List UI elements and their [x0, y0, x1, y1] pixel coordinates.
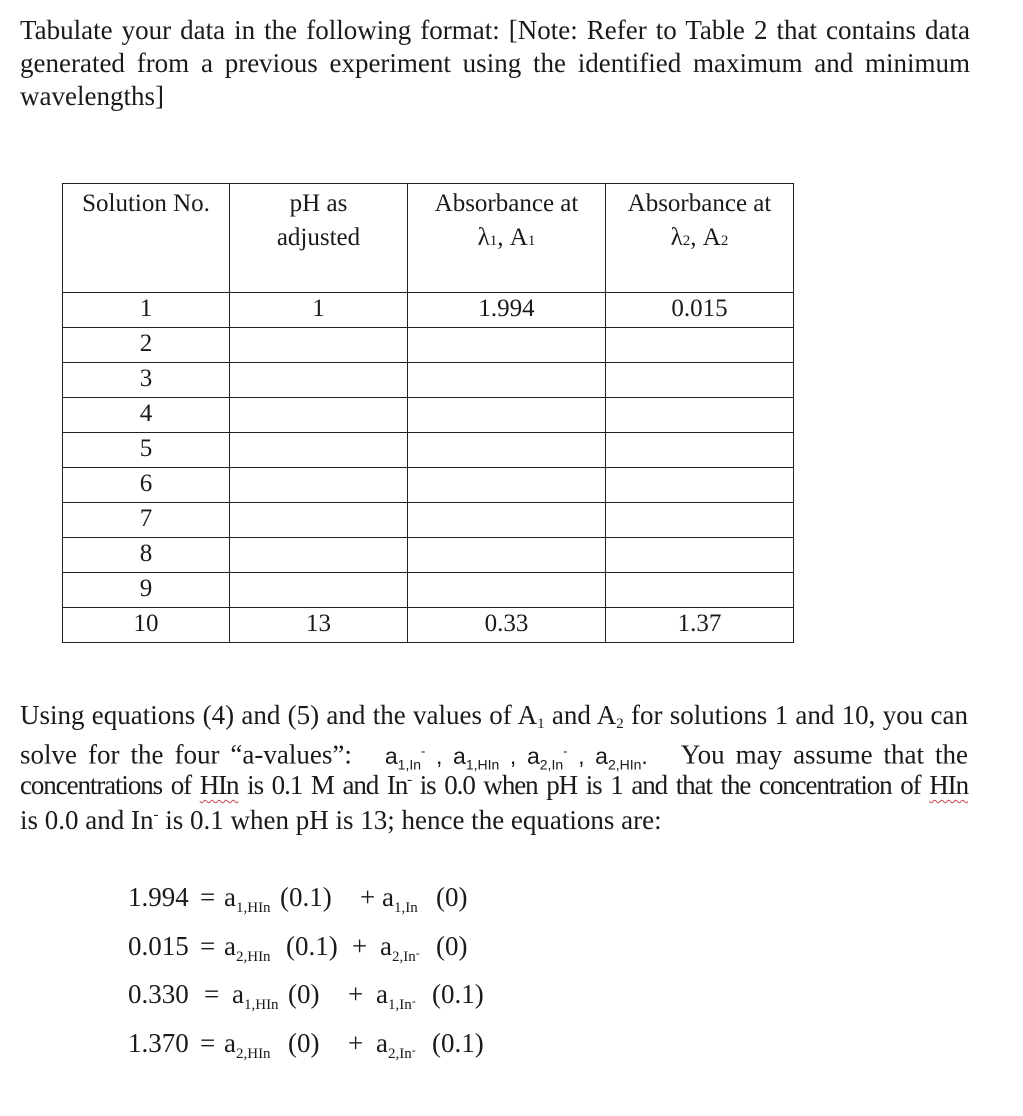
equation-2 [128, 929, 528, 963]
table-cell-a2 [606, 433, 794, 468]
table-cell-a1 [408, 573, 606, 608]
equation-t1-val: (0.1) [286, 931, 338, 961]
table-row [63, 608, 794, 643]
equation-plus: + [348, 1028, 364, 1058]
table-row [63, 398, 794, 433]
table-row [63, 538, 794, 573]
table-cell-ph [230, 398, 408, 433]
table-cell-a2 [606, 363, 794, 398]
paragraph-line-4: is 0.0 and In- is 0.1 when pH is 13; hence the equations are: [20, 805, 662, 835]
equation-lhs: 0.330 [128, 979, 189, 1009]
equation-term-2: $a_{1,In}-$ [376, 979, 416, 1013]
equation-term-2: $a_{1,In}$ [382, 882, 418, 916]
equation-term-2: $a_{2,In}-$ [376, 1028, 416, 1062]
table-cell-ph [230, 503, 408, 538]
equation-4 [128, 1026, 528, 1060]
table-cell-ph [230, 363, 408, 398]
table-cell-no: 4 [63, 398, 230, 433]
table-cell-no: 1 [63, 293, 230, 328]
table-cell-a2 [606, 503, 794, 538]
table-cell-ph: 1 [230, 293, 408, 328]
table-cell-no: 9 [63, 573, 230, 608]
equation-eq: = [200, 931, 216, 961]
table-row [63, 363, 794, 398]
table-cell-a2 [606, 573, 794, 608]
paragraph-line-2: solve for the four “a-values”: $a_{1,In}^-$ , $a_{1,HIn}$ , $a_{2,In}^-$ , $a_{2,HIn}$. You may assume that the [20, 739, 969, 773]
instructions-text: Tabulate your data in the following format: [Note: Refer to Table 2 that contains data generated from a previous experiment using the identified maximum and minimum wavelengths] [20, 15, 970, 111]
header-ph-adjusted: pH as adjusted [230, 184, 408, 293]
table-cell-ph [230, 468, 408, 503]
equation-term-1: $a_{1,HIn}$ [232, 979, 279, 1013]
equation-eq: = [200, 882, 216, 912]
paragraph-line-3: concentrations of HIn is 0.1 M and In- is 0.0 when pH is 1 and that the concentration of HIn [20, 770, 968, 800]
table-cell-a1 [408, 538, 606, 573]
header-absorbance-2: Absorbance at λ2, A2 [606, 184, 794, 293]
table-cell-no: 2 [63, 328, 230, 363]
table-cell-ph [230, 328, 408, 363]
table-cell-ph [230, 573, 408, 608]
equation-term-1: $a_{2,HIn}$ [224, 931, 271, 965]
table-cell-no: 6 [63, 468, 230, 503]
equation-lhs: 0.015 [128, 931, 189, 961]
equation-t2-val: (0) [436, 882, 468, 912]
table-cell-no: 7 [63, 503, 230, 538]
equation-t1-val: (0) [288, 979, 320, 1009]
equation-term-1: $a_{2,HIn}$ [224, 1028, 271, 1062]
table-cell-ph: 13 [230, 608, 408, 643]
header-absorbance-1: Absorbance at λ1, A1 [408, 184, 606, 293]
table-row [63, 328, 794, 363]
table-cell-a2 [606, 538, 794, 573]
explanation-paragraph [20, 698, 968, 838]
equation-plus: + [352, 931, 368, 961]
equation-t2-val: (0.1) [432, 979, 484, 1009]
table-cell-no: 3 [63, 363, 230, 398]
header-solution-no: Solution No. [63, 184, 230, 293]
table-row [63, 573, 794, 608]
table-row [63, 468, 794, 503]
table-row [63, 433, 794, 468]
equation-t1-val: (0.1) [280, 882, 332, 912]
equation-plus: + [348, 979, 364, 1009]
table-cell-no: 10 [63, 608, 230, 643]
table-cell-a2 [606, 328, 794, 363]
table-cell-a2 [606, 468, 794, 503]
equation-lhs: 1.370 [128, 1028, 189, 1058]
equation-1 [128, 880, 528, 914]
table-cell-ph [230, 538, 408, 573]
table-cell-ph [230, 433, 408, 468]
table-row [63, 503, 794, 538]
table-cell-a1 [408, 363, 606, 398]
equation-t1-val: (0) [288, 1028, 320, 1058]
equation-t2-val: (0.1) [432, 1028, 484, 1058]
equation-term-1: $a_{1,HIn}$ [224, 882, 271, 916]
table-cell-a1 [408, 468, 606, 503]
equation-plus: + [360, 882, 376, 912]
table-cell-a1: 1.994 [408, 293, 606, 328]
equation-eq: = [204, 979, 220, 1009]
paragraph-line-1: Using equations (4) and (5) and the values of A1 and A2 for solutions 1 and 10, you can [20, 700, 968, 732]
equation-t2-val: (0) [436, 931, 468, 961]
table-header-row [63, 184, 794, 293]
table-cell-a2: 1.37 [606, 608, 794, 643]
equation-eq: = [200, 1028, 216, 1058]
table-cell-a1 [408, 398, 606, 433]
table-cell-no: 5 [63, 433, 230, 468]
table-cell-no: 8 [63, 538, 230, 573]
a-values-list: $a_{1,In}^-$ , $a_{1,HIn}$ , $a_{2,In}^-$ , $a_{2,HIn}$. [384, 742, 648, 773]
table-cell-a1 [408, 503, 606, 538]
equation-lhs: 1.994 [128, 882, 189, 912]
equation-3 [128, 977, 528, 1011]
table-row [63, 293, 794, 328]
table-cell-a1 [408, 433, 606, 468]
table-cell-a1 [408, 328, 606, 363]
table-cell-a2: 0.015 [606, 293, 794, 328]
data-table [62, 183, 794, 643]
table-cell-a1: 0.33 [408, 608, 606, 643]
equation-term-2: $a_{2,In}-$ [380, 931, 420, 965]
table-cell-a2 [606, 398, 794, 433]
